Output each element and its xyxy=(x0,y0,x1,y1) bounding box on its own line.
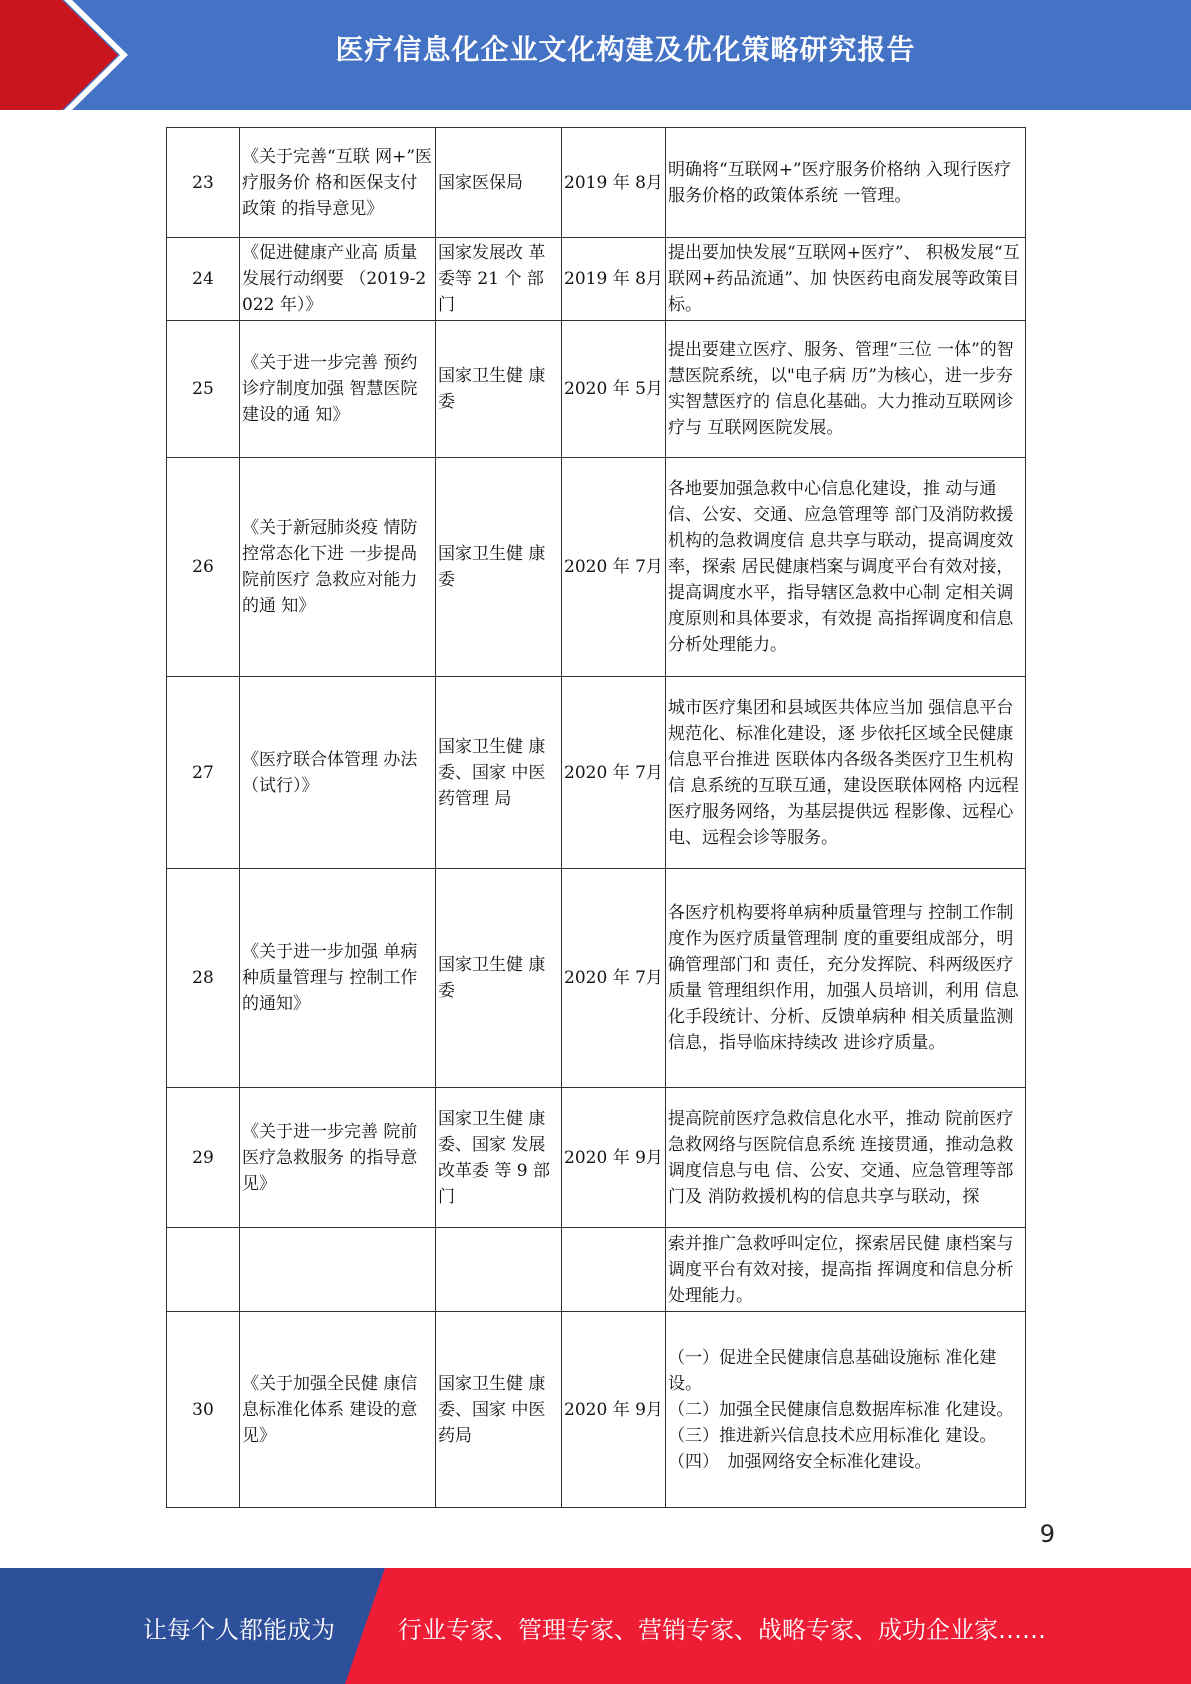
content-item: （三）推进新兴信息技术应用标准化 建设。 xyxy=(668,1425,997,1446)
table-row xyxy=(167,1088,1026,1228)
issuing-department: 国家卫生健 康委、国家 中医药管理 局 xyxy=(436,677,562,869)
table-row xyxy=(167,1228,1026,1312)
footer-slogan-left: 让每个人都能成为 xyxy=(143,1616,335,1644)
table-row xyxy=(167,128,1026,238)
row-number: 29 xyxy=(167,1088,240,1228)
issue-date: 2020 年 9月 xyxy=(562,1312,666,1508)
issue-date xyxy=(562,1228,666,1312)
table-row xyxy=(167,869,1026,1088)
row-number: 24 xyxy=(167,238,240,321)
content-item: （一）促进全民健康信息基础设施标 准化建设。 xyxy=(668,1347,997,1394)
header-red-chevron xyxy=(0,0,150,110)
policy-content: 提出要加快发展“互联网+医疗”、 积极发展“互联网+药品流通”、加 快医药电商发展等政策目标。 xyxy=(666,238,1026,321)
policy-title: 《医疗联合体管理 办法（试行）》 xyxy=(240,677,436,869)
policy-content xyxy=(666,1312,1026,1508)
issue-date: 2020 年 7月 xyxy=(562,677,666,869)
issue-date: 2020 年 9月 xyxy=(562,1088,666,1228)
footer-banner xyxy=(0,1568,1191,1684)
issue-date: 2019 年 8月 xyxy=(562,128,666,238)
issuing-department: 国家卫生健 康委 xyxy=(436,321,562,458)
table-row xyxy=(167,321,1026,458)
policy-title xyxy=(240,1228,436,1312)
issue-date: 2020 年 7月 xyxy=(562,869,666,1088)
issuing-department: 国家医保局 xyxy=(436,128,562,238)
content-item: （四） 加强网络安全标准化建设。 xyxy=(668,1451,932,1472)
policy-title: 《关于加强全民健 康信息标准化体系 建设的意见》 xyxy=(240,1312,436,1508)
issuing-department: 国家卫生健 康委、国家 发展改革委 等 9 部门 xyxy=(436,1088,562,1228)
issuing-department xyxy=(436,1228,562,1312)
row-number: 30 xyxy=(167,1312,240,1508)
issuing-department: 国家卫生健 康委 xyxy=(436,869,562,1088)
row-number: 28 xyxy=(167,869,240,1088)
row-number: 27 xyxy=(167,677,240,869)
table-row xyxy=(167,1312,1026,1508)
page-number: 9 xyxy=(1039,1520,1055,1548)
footer-slogan-right: 行业专家、管理专家、营销专家、战略专家、成功企业家…… xyxy=(398,1616,1046,1644)
policy-table xyxy=(166,127,1026,1508)
policy-title: 《关于进一步完善 院前医疗急救服务 的指导意见》 xyxy=(240,1088,436,1228)
policy-content: 明确将“互联网+”医疗服务价格纳 入现行医疗服务价格的政策体系统 一管理。 xyxy=(666,128,1026,238)
row-number xyxy=(167,1228,240,1312)
policy-content: 各地要加强急救中心信息化建设，推 动与通信、公安、交通、应急管理等 部门及消防救援机构的急救调度信 息共享与联动，提高调度效率，探索 居民健康档案与调度平台有效对接， 提高调度水平，指导辖区急救中心制 定相关调度原则和具体要求，有效提 高指挥调度和信息分析处理能力。 xyxy=(666,458,1026,677)
issuing-department: 国家卫生健 康委、国家 中医药局 xyxy=(436,1312,562,1508)
policy-content: 提高院前医疗急救信息化水平，推动 院前医疗急救网络与医院信息系统 连接贯通，推动急救调度信息与电 信、公安、交通、应急管理等部门及 消防救援机构的信息共享与联动，探 xyxy=(666,1088,1026,1228)
policy-title: 《促进健康产业高 质量发展行动纲要 （2019-2022 年）》 xyxy=(240,238,436,321)
row-number: 26 xyxy=(167,458,240,677)
policy-content: 提出要建立医疗、服务、管理“三位 一体”的智慧医院系统，以"电子病 历”为核心，进一步夯实智慧医疗的 信息化基础。大力推动互联网诊疗与 互联网医院发展。 xyxy=(666,321,1026,458)
issuing-department: 国家发展改 革委等 21 个 部门 xyxy=(436,238,562,321)
policy-title: 《关于进一步加强 单病种质量管理与 控制工作的通知》 xyxy=(240,869,436,1088)
table-row xyxy=(167,238,1026,321)
content-item: （二）加强全民健康信息数据库标准 化建设。 xyxy=(668,1399,1014,1420)
row-number: 23 xyxy=(167,128,240,238)
page-title: 医疗信息化企业文化构建及优化策略研究报告 xyxy=(335,33,916,66)
table-row xyxy=(167,677,1026,869)
issue-date: 2019 年 8月 xyxy=(562,238,666,321)
policy-content: 城市医疗集团和县域医共体应当加 强信息平台规范化、标准化建设，逐 步依托区域全民健康信息平台推进 医联体内各级各类医疗卫生机构信 息系统的互联互通，建设医联体网格 内远程医疗服务网络，为基层提供远 程影像、远程心电、远程会诊等服务。 xyxy=(666,677,1026,869)
policy-title: 《关于进一步完善 预约诊疗制度加强 智慧医院建设的通 知》 xyxy=(240,321,436,458)
row-number: 25 xyxy=(167,321,240,458)
policy-title: 《关于完善“互联 网+”医疗服务价 格和医保支付政策 的指导意见》 xyxy=(240,128,436,238)
table-row xyxy=(167,458,1026,677)
issuing-department: 国家卫生健 康委 xyxy=(436,458,562,677)
policy-content: 索并推广急救呼叫定位，探索居民健 康档案与调度平台有效对接，提高指 挥调度和信息分析处理能力。 xyxy=(666,1228,1026,1312)
policy-content: 各医疗机构要将单病种质量管理与 控制工作制度作为医疗质量管理制 度的重要组成部分，明确管理部门和 责任，充分发挥院、科两级医疗质量 管理组织作用，加强人员培训，利用 信息化手段统计、分析、反馈单病种 相关质量监测信息，指导临床持续改 进诊疗质量。 xyxy=(666,869,1026,1088)
issue-date: 2020 年 5月 xyxy=(562,321,666,458)
policy-title: 《关于新冠肺炎疫 情防控常态化下进 一步提咼院前医疗 急救应对能力的通 知》 xyxy=(240,458,436,677)
header-banner xyxy=(0,0,1191,110)
issue-date: 2020 年 7月 xyxy=(562,458,666,677)
